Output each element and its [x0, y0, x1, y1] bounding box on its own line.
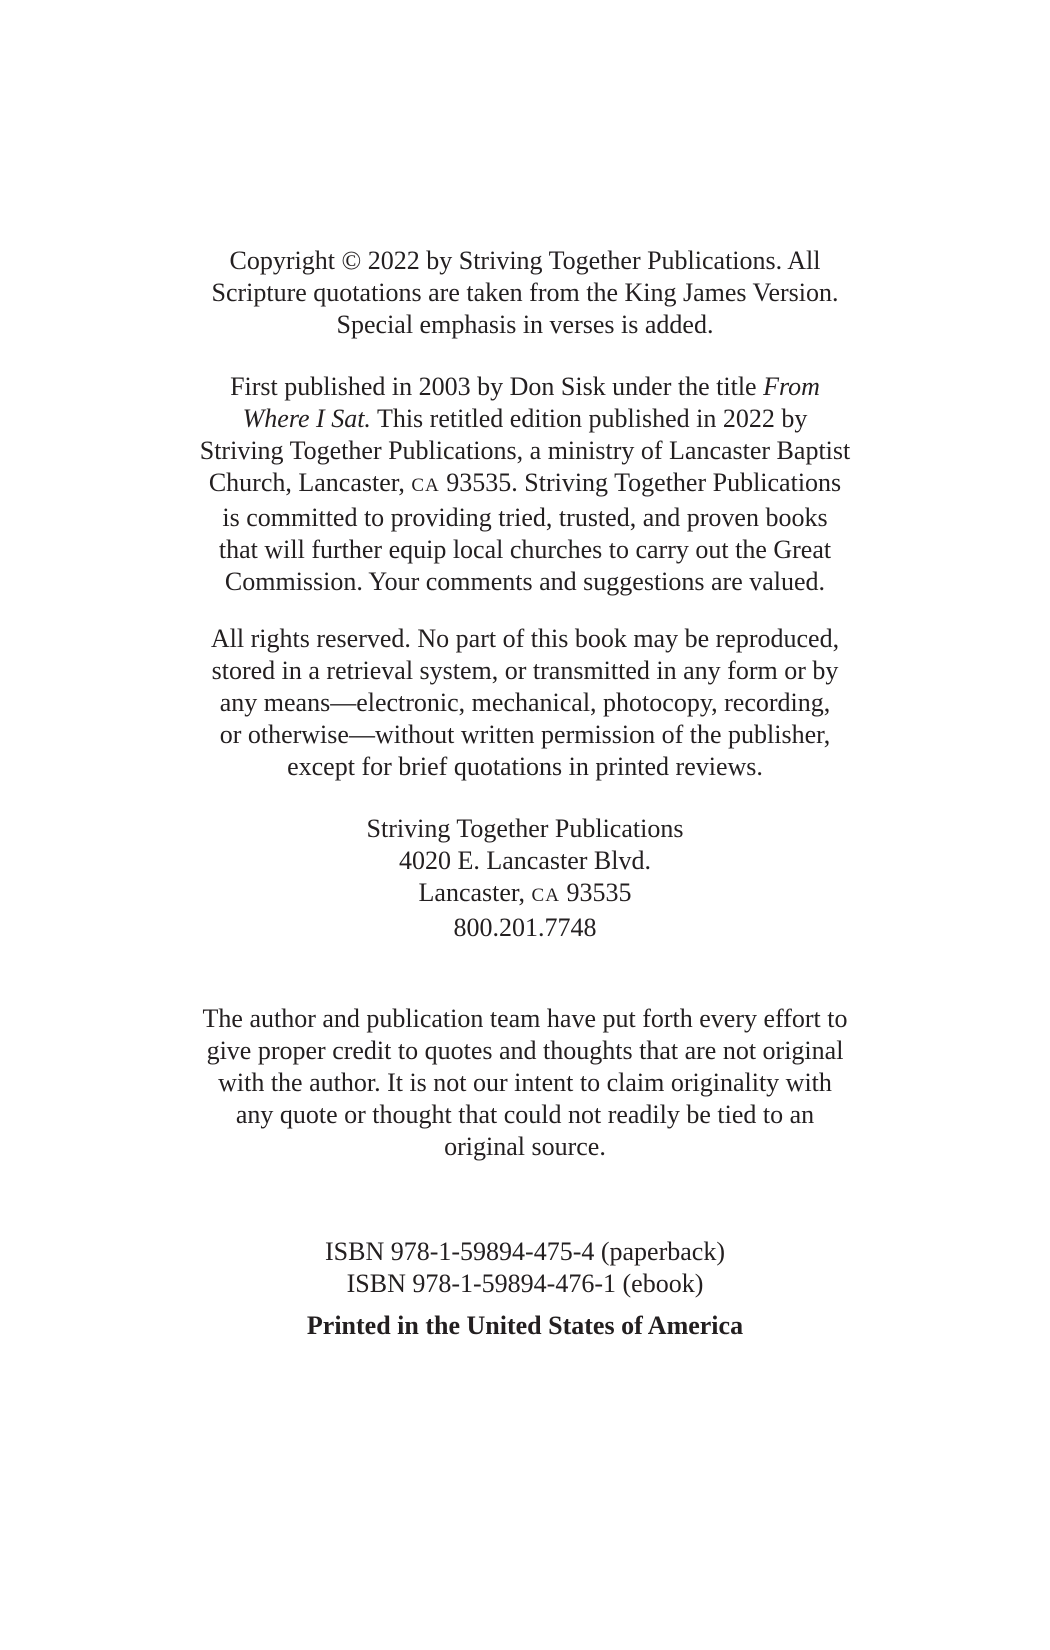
rights-line: except for brief quotations in printed reviews. — [287, 752, 763, 781]
history-text: First published in 2003 by Don Sisk under the title — [230, 372, 764, 401]
city: Lancaster, — [418, 878, 532, 907]
history-line — [0, 371, 1050, 403]
isbn-paperback: ISBN 978-1-59894-475-4 (paperback) — [324, 1237, 725, 1266]
publisher-name: Striving Together Publications — [366, 814, 684, 843]
disclaimer-line: with the author. It is not our intent to claim originality with — [218, 1068, 832, 1097]
copyright-line: Copyright © 2022 by Striving Together Publications. All — [229, 246, 821, 275]
history-line: Commission. Your comments and suggestions are valued. — [224, 567, 826, 596]
copyright-notice — [0, 245, 1050, 341]
history-text: Church, Lancaster, — [208, 468, 412, 497]
history-line — [0, 467, 1050, 502]
copyright-line: Special emphasis in verses is added. — [336, 310, 714, 339]
rights-line: stored in a retrieval system, or transmitted in any form or by — [211, 656, 839, 685]
disclaimer-line: any quote or thought that could not readily be tied to an — [235, 1100, 815, 1129]
book-title-part: Where I Sat. — [242, 404, 371, 433]
phone-number: 800.201.7748 — [453, 913, 597, 942]
rights-line: any means—electronic, mechanical, photocopy, recording, — [219, 688, 831, 717]
state-abbreviation: CA — [531, 885, 560, 906]
history-line: that will further equip local churches to carry out the Great — [218, 535, 832, 564]
history-line: is committed to providing tried, trusted, and proven books — [222, 503, 828, 532]
book-title-part: From — [763, 372, 820, 401]
rights-line: or otherwise—without written permission of the publisher, — [219, 720, 831, 749]
copyright-line: Scripture quotations are taken from the King James Version. — [211, 278, 839, 307]
isbn-ebook: ISBN 978-1-59894-476-1 (ebook) — [346, 1269, 704, 1298]
street-address: 4020 E. Lancaster Blvd. — [399, 846, 651, 875]
publication-history — [0, 371, 1050, 598]
disclaimer-line: original source. — [444, 1132, 606, 1161]
zip-code: 93535 — [559, 878, 632, 907]
attribution-disclaimer — [0, 1003, 1050, 1163]
rights-line: All rights reserved. No part of this book may be reproduced, — [210, 624, 840, 653]
history-text: This retitled edition published in 2022 by — [370, 404, 808, 433]
history-line: Striving Together Publications, a ministry of Lancaster Baptist — [199, 436, 851, 465]
printed-in-notice — [0, 1310, 1050, 1342]
rights-reserved-notice — [0, 623, 1050, 783]
publisher-address — [0, 813, 1050, 944]
history-line — [0, 403, 1050, 435]
isbn-list — [0, 1236, 1050, 1300]
history-text: 93535. Striving Together Publications — [439, 468, 842, 497]
city-state-zip — [0, 877, 1050, 912]
printed-in-text: Printed in the United States of America — [306, 1311, 744, 1340]
disclaimer-line: give proper credit to quotes and thoughts that are not original — [206, 1036, 844, 1065]
state-abbreviation: CA — [411, 475, 440, 496]
disclaimer-line: The author and publication team have put forth every effort to — [202, 1004, 848, 1033]
